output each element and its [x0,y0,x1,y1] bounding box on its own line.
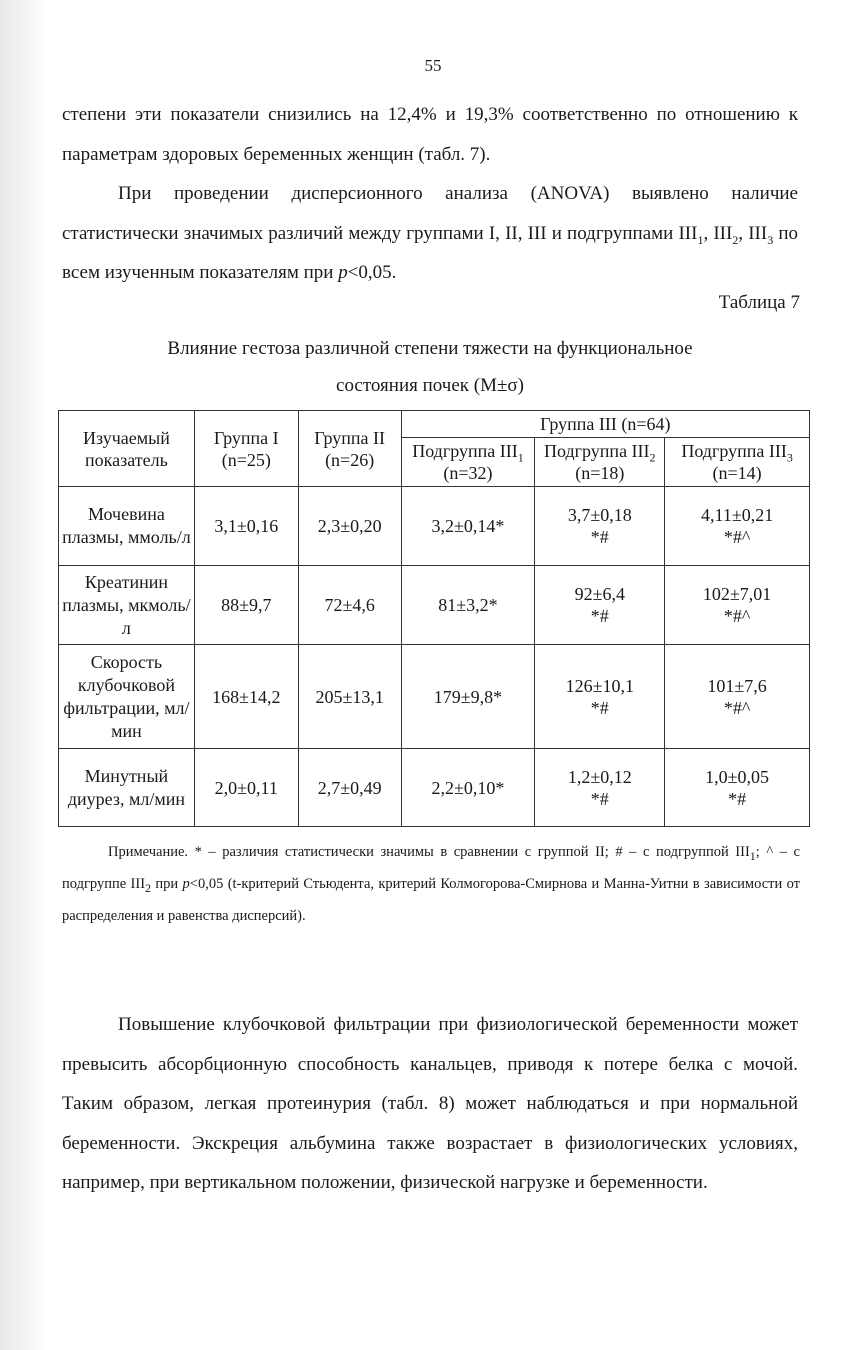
cell-subgroup-2 [535,645,665,749]
kidney-function-table [58,410,810,827]
row-indicator-label: Скорость клубочковой фильтрации, мл/мин [59,645,195,749]
cell-group-2: 2,3±0,20 [298,487,401,566]
table-caption [60,330,800,404]
cell-subgroup-1: 3,2±0,14* [401,487,535,566]
header-subgroup-1: Подгруппа $III_1$ (n=32) [401,438,535,487]
cell-significance-marks: *# [590,788,609,809]
table-body [59,487,810,827]
row-indicator-label: Креатинин плазмы, мкмоль/л [59,566,195,645]
page-shadow [0,0,48,1350]
header-subgroup-2: Подгруппа $III_2$ (n=18) [535,438,665,487]
page-number: 55 [424,56,442,75]
table-row [59,487,810,566]
cell-significance-marks: *#^ [723,527,751,547]
cell-significance-marks: *# [728,788,747,809]
cell-subgroup-2 [535,487,665,566]
cell-group-1: 88±9,7 [194,566,298,645]
cell-subgroup-3 [665,645,810,749]
cell-group-1: 2,0±0,11 [194,749,298,827]
cell-subgroup-3 [665,749,810,827]
cell-group-1: 3,1±0,16 [194,487,298,566]
cell-subgroup-1: 2,2±0,10* [401,749,535,827]
header-group-1: Группа I (n=25) [194,411,298,487]
cell-subgroup-1: 81±3,2* [401,566,535,645]
row-indicator-label: Мочевина плазмы, ммоль/л [59,487,195,566]
table-row [59,566,810,645]
table-note: Примечание. * – различия статистически значимы в сравнении с группой II; # – с подгруппой $III_1$; ^ – с подгруппе $III_2$ при p<0,05 (t-критерий Стьюдента, критерий Колмогорова-Смирнова и Манна-Уитни в зависимости от распределения и равенства дисперсий). [62,844,800,924]
header-subgroup-3: Подгруппа $III_3$ (n=14) [665,438,810,487]
cell-value: 3,7±0,18 [567,505,632,525]
cell-subgroup-2 [535,566,665,645]
paragraph-3: Повышение клубочковой фильтрации при физиологической беременности может превысить абсорбционную способность канальцев, приводя к потере белка с мочой. Таким образом, легкая протеинурия (табл. 8) может наблюдаться и при нормальной беременности. Экскреция альбумина также возрастает в физиологических условиях, например, при вертикальном положении, физической нагрузке и беременности. [62,1014,798,1193]
cell-significance-marks: *#^ [723,697,751,718]
table-number-label: Таблица 7 [718,292,800,313]
cell-subgroup-3 [665,566,810,645]
cell-subgroup-3 [665,487,810,566]
table-row [59,749,810,827]
cell-significance-marks: *# [590,606,609,626]
table-row [59,645,810,749]
cell-value: 1,0±0,05 [705,766,770,787]
cell-subgroup-1: 179±9,8* [401,645,535,749]
header-group-3: Группа III (n=64) [401,411,809,438]
cell-group-2: 72±4,6 [298,566,401,645]
cell-value: 101±7,6 [707,675,767,696]
table-caption-line-2: состояния почек (M±σ) [336,375,524,396]
cell-value: 102±7,01 [702,584,772,604]
cell-value: 126±10,1 [565,675,634,696]
cell-significance-marks: *# [590,527,609,547]
cell-value: 1,2±0,12 [567,766,632,787]
paragraph-2: При проведении дисперсионного анализа (ANOVA) выявлено наличие статистически значимых различий между группами I, II, III и подгруппами $III_1$, $III_2$, $III_3$ по всем изученным показателям при p<0,05. [62,183,799,283]
cell-group-2: 2,7±0,49 [298,749,401,827]
table-caption-line-1: Влияние гестоза различной степени тяжести на функциональное [167,338,693,359]
cell-group-2: 205±13,1 [298,645,401,749]
cell-value: 92±6,4 [574,584,625,604]
cell-significance-marks: *#^ [723,606,751,626]
paragraph-1: степени эти показатели снизились на 12,4% и 19,3% соответственно по отношению к параметрам здоровых беременных женщин (табл. 7). [62,104,798,165]
cell-group-1: 168±14,2 [194,645,298,749]
cell-subgroup-2 [535,749,665,827]
cell-significance-marks: *# [590,697,609,718]
header-indicator: Изучаемый показатель [59,411,195,487]
header-group-2: Группа II (n=26) [298,411,401,487]
cell-value: 4,11±0,21 [700,505,774,525]
row-indicator-label: Минутный диурез, мл/мин [59,749,195,827]
